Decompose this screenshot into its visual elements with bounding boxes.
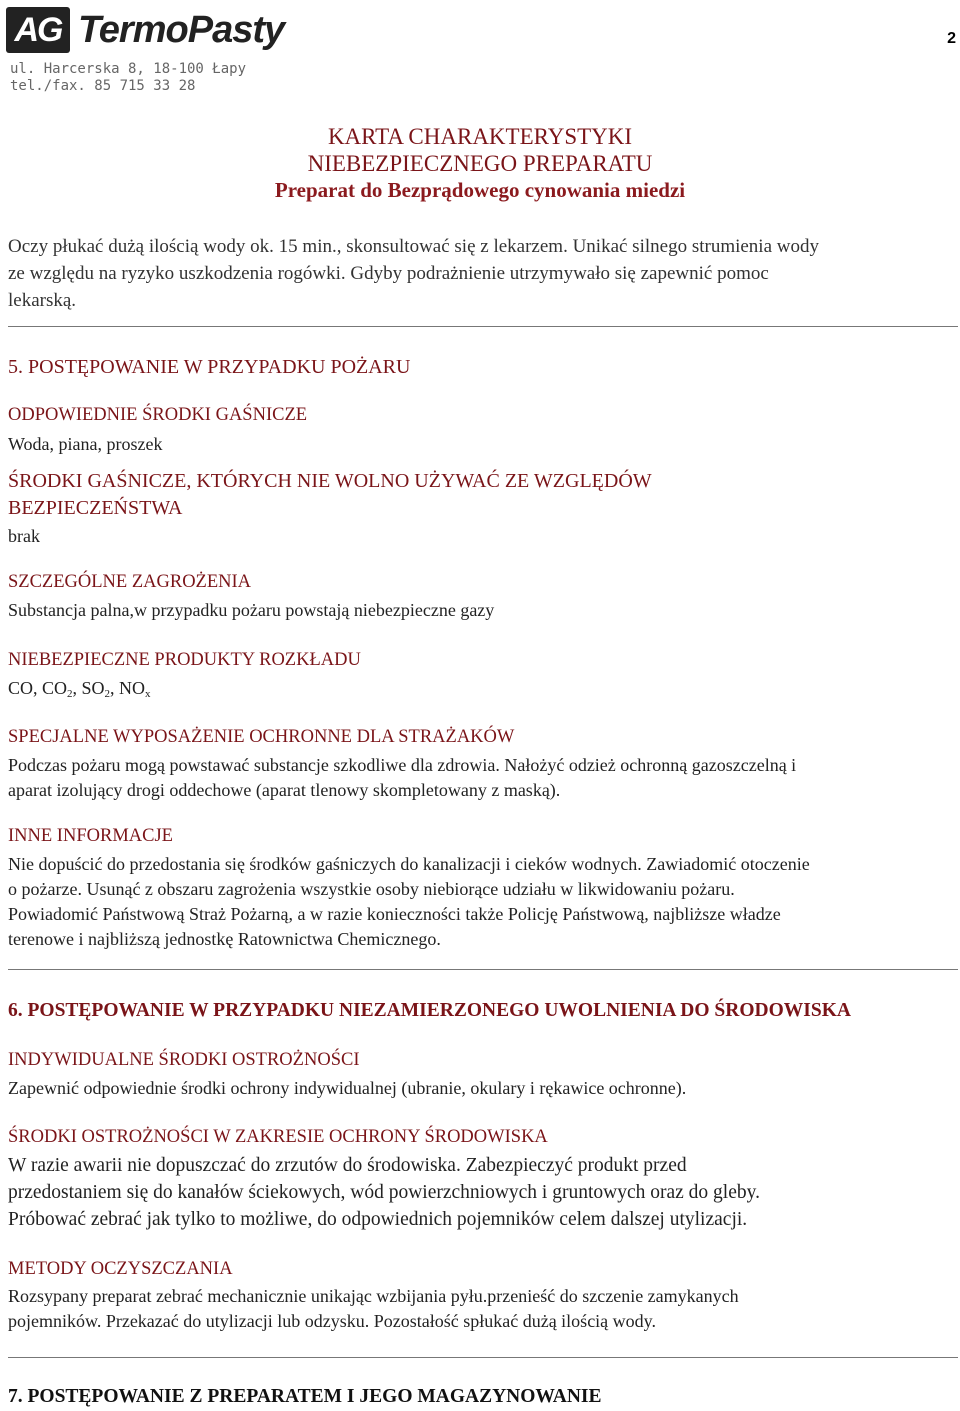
text-line: Nie dopuścić do przedostania się środków gaśniczych do kanalizacji i cieków wodnych. Zawiadomić otoczenie bbox=[8, 854, 810, 874]
company-address: ul. Harcerska 8, 18-100 Łapy bbox=[10, 61, 247, 77]
env-precautions-text bbox=[8, 1152, 958, 1233]
document-title-line2: NIEBEZPIECZNEGO PREPARATU bbox=[307, 151, 653, 176]
suitable-media-heading: ODPOWIEDNIE ŚRODKI GAŚNICZE bbox=[8, 405, 308, 425]
firefighter-equipment-text bbox=[8, 753, 958, 803]
product-name: Preparat do Bezprądowego cynowania miedzi bbox=[274, 178, 686, 202]
text-line: W razie awarii nie dopuszczać do zrzutów do środowiska. Zabezpieczyć produkt przed bbox=[8, 1155, 687, 1176]
text-line: aparat izolujący drogi oddechowe (aparat tlenowy skompletowany z maską). bbox=[8, 780, 561, 800]
hazards-text: Substancja palna,w przypadku pożaru powstają niebezpieczne gazy bbox=[8, 600, 495, 620]
firefighter-equipment-heading: SPECJALNE WYPOSAŻENIE OCHRONNE DLA STRAŻAKÓW bbox=[8, 727, 515, 747]
section-divider bbox=[8, 969, 958, 970]
document-title-line1: KARTA CHARAKTERYSTYKI bbox=[327, 124, 633, 149]
section7-heading: 7. POSTĘPOWANIE Z PREPARATEM I JEGO MAGAZYNOWANIE bbox=[8, 1386, 602, 1407]
text-line: przedostaniem się do kanałów ściekowych, wód powierzchniowych i gruntowych oraz do gleby. bbox=[8, 1182, 760, 1203]
subscript: x bbox=[145, 688, 151, 700]
decomposition-products bbox=[8, 676, 958, 704]
section-divider bbox=[8, 1357, 958, 1358]
section-divider bbox=[8, 326, 958, 327]
text-line: o pożarze. Usunąć z obszaru zagrożenia wszystkie osoby niebiorące udziału w likwidowaniu pożaru. bbox=[8, 879, 735, 899]
intro-line: Oczy płukać dużą ilością wody ok. 15 min., skonsultować się z lekarzem. Unikać silnego strumienia wody bbox=[8, 236, 819, 257]
intro-line: ze względu na ryzyko uszkodzenia rogówki. Gdyby podrażnienie utrzymywało się zapewnić pomoc bbox=[8, 263, 769, 284]
unsuitable-media-heading-2: BEZPIECZEŃSTWA bbox=[8, 497, 183, 519]
intro-paragraph bbox=[8, 233, 952, 314]
personal-precautions-text: Zapewnić odpowiednie środki ochrony indywidualnej (ubranie, okulary i rękawice ochronne). bbox=[8, 1078, 687, 1098]
formula-so: , SO bbox=[72, 678, 105, 698]
subscript: 2 bbox=[67, 688, 73, 700]
text-line: pojemników. Przekazać do utylizacji lub odzysku. Pozostałość spłukać dużą ilością wody. bbox=[8, 1311, 656, 1331]
company-logo bbox=[6, 6, 284, 54]
company-phone: tel./fax. 85 715 33 28 bbox=[10, 78, 196, 94]
suitable-media-text: Woda, piana, proszek bbox=[8, 434, 163, 454]
logo-text: TermoPasty bbox=[78, 8, 285, 51]
other-info-heading: INNE INFORMACJE bbox=[8, 826, 173, 846]
section6-heading: 6. POSTĘPOWANIE W PRZYPADKU NIEZAMIERZONEGO UWOLNIENIA DO ŚRODOWISKA bbox=[8, 1000, 851, 1021]
text-line: Rozsypany preparat zebrać mechanicznie unikając wzbijania pyłu.przenieść do szczenie zamykanych bbox=[8, 1286, 739, 1306]
env-precautions-heading: ŚRODKI OSTROŻNOŚCI W ZAKRESIE OCHRONY ŚRODOWISKA bbox=[8, 1127, 548, 1147]
formula-no: , NO bbox=[110, 678, 146, 698]
unsuitable-media-text: brak bbox=[8, 526, 40, 546]
formula-co: CO, CO bbox=[8, 678, 68, 698]
cleanup-methods-heading: METODY OCZYSZCZANIA bbox=[8, 1259, 233, 1279]
unsuitable-media-heading-1: ŚRODKI GAŚNICZE, KTÓRYCH NIE WOLNO UŻYWAĆ ZE WZGLĘDÓW bbox=[8, 470, 652, 492]
text-line: Próbować zebrać jak tylko to możliwe, do odpowiednich pojemników celem dalszej utylizacji. bbox=[8, 1209, 748, 1230]
intro-line: lekarską. bbox=[8, 290, 77, 311]
page-number: 2 bbox=[947, 30, 956, 47]
decomposition-heading: NIEBEZPIECZNE PRODUKTY ROZKŁADU bbox=[8, 650, 361, 670]
logo-badge: AG bbox=[6, 7, 70, 53]
text-line: terenowe i najbliższą jednostkę Ratownictwa Chemicznego. bbox=[8, 929, 441, 949]
cleanup-methods-text bbox=[8, 1284, 958, 1334]
text-line: Podczas pożaru mogą powstawać substancje szkodliwe dla zdrowia. Nałożyć odzież ochronną gazoszczelną i bbox=[8, 755, 797, 775]
hazards-heading: SZCZEGÓLNE ZAGROŻENIA bbox=[8, 572, 252, 592]
subscript: 2 bbox=[104, 688, 111, 700]
other-info-text bbox=[8, 852, 958, 952]
personal-precautions-heading: INDYWIDUALNE ŚRODKI OSTROŻNOŚCI bbox=[8, 1050, 360, 1070]
section5-heading: 5. POSTĘPOWANIE W PRZYPADKU POŻARU bbox=[8, 356, 411, 378]
text-line: Powiadomić Państwową Straż Pożarną, a w razie konieczności także Policję Państwową, najbliższe władze bbox=[8, 904, 781, 924]
